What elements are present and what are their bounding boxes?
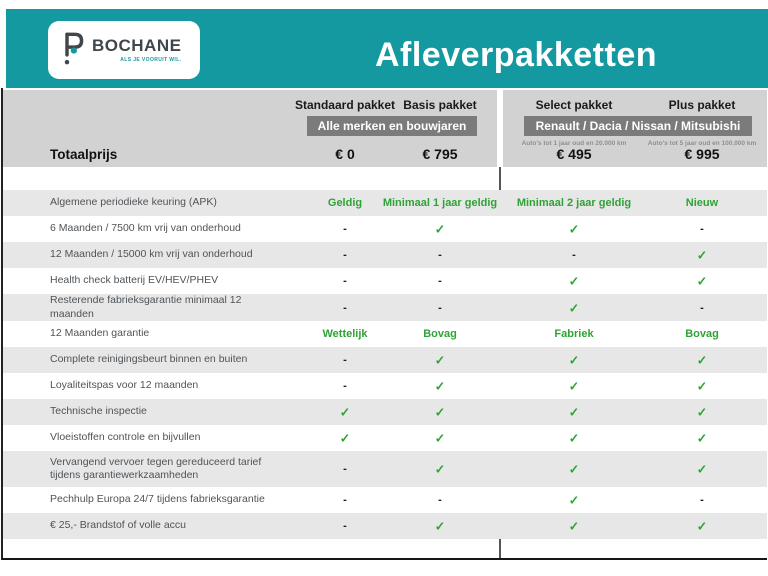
value-standaard: - <box>343 249 347 261</box>
feature-label: Technische inspectie <box>50 405 147 418</box>
caption-plus: Auto's tot 5 jaar oud en 100.000 km <box>647 140 757 147</box>
feature-label: 12 Maanden / 15000 km vrij van onderhoud <box>50 248 253 261</box>
value-basis: ✓ <box>434 222 446 237</box>
brand-tagline: ALS JE VOORUIT WIL. <box>120 57 182 63</box>
value-plus: Nieuw <box>685 197 719 209</box>
brand-logo <box>48 21 200 79</box>
value-plus: ✓ <box>696 353 708 368</box>
value-basis: - <box>438 275 442 287</box>
feature-rows <box>3 190 767 539</box>
value-plus: ✓ <box>696 431 708 446</box>
value-select: ✓ <box>568 301 580 316</box>
table-row <box>3 451 767 487</box>
table-row <box>3 216 767 242</box>
total-price-label: Totaalprijs <box>50 147 118 162</box>
value-basis: ✓ <box>434 519 446 534</box>
value-standaard: ✓ <box>339 431 351 446</box>
price-select: € 495 <box>556 146 592 162</box>
value-select: ✓ <box>568 519 580 534</box>
value-standaard: - <box>343 463 347 476</box>
table-row <box>3 294 767 321</box>
value-standaard: - <box>343 223 347 235</box>
table-row <box>3 425 767 451</box>
value-plus: Bovag <box>685 328 719 341</box>
value-plus: ✓ <box>696 274 708 289</box>
value-select: ✓ <box>568 431 580 446</box>
caption-select: Auto's tot 1 jaar oud en 20.000 km <box>521 140 627 147</box>
value-select: ✓ <box>568 222 580 237</box>
value-basis: ✓ <box>434 431 446 446</box>
table-row <box>3 242 767 268</box>
table-row <box>3 347 767 373</box>
value-basis: - <box>438 249 442 261</box>
value-plus: ✓ <box>696 462 708 477</box>
column-header-select: Select pakket <box>535 98 613 112</box>
column-header-plus: Plus pakket <box>668 98 736 112</box>
value-plus: - <box>700 301 704 314</box>
feature-label: Resterende fabrieksgarantie minimaal 12 maanden <box>50 294 242 320</box>
table-row <box>3 487 767 513</box>
value-basis: - <box>438 301 442 314</box>
brand-text <box>92 37 181 63</box>
value-select: ✓ <box>568 353 580 368</box>
price-basis: € 795 <box>422 146 458 162</box>
page-title: Afleverpakketten <box>374 36 657 74</box>
value-plus: ✓ <box>696 379 708 394</box>
brands-badge-left: Alle merken en bouwjaren <box>307 116 477 136</box>
bochane-icon <box>60 30 86 71</box>
value-plus: ✓ <box>696 248 708 263</box>
value-plus: - <box>700 223 704 235</box>
table-row <box>3 399 767 425</box>
feature-label: Vloeistoffen controle en bijvullen <box>50 431 201 444</box>
value-basis: ✓ <box>434 379 446 394</box>
brand-name: BOCHANE <box>92 36 182 55</box>
table-row <box>3 373 767 399</box>
column-header-basis: Basis pakket <box>403 98 477 112</box>
table-row <box>3 190 767 216</box>
value-standaard: - <box>343 380 347 393</box>
value-select: Fabriek <box>554 328 594 341</box>
value-plus: ✓ <box>696 519 708 534</box>
value-select: ✓ <box>568 462 580 477</box>
value-basis: Minimaal 1 jaar geldig <box>382 197 498 209</box>
price-plus: € 995 <box>684 146 720 162</box>
value-standaard: - <box>343 301 347 314</box>
value-select: ✓ <box>568 405 580 420</box>
column-header-standaard: Standaard pakket <box>294 98 396 112</box>
feature-label: Vervangend vervoer tegen gereduceerd tarief tijdens garantiewerkzaamheden <box>50 455 262 482</box>
table-row <box>3 513 767 539</box>
value-standaard: - <box>343 275 347 287</box>
value-select: ✓ <box>568 379 580 394</box>
value-standaard: Wettelijk <box>322 328 368 341</box>
feature-label: Algemene periodieke keuring (APK) <box>50 196 217 209</box>
feature-label: Loyaliteitspas voor 12 maanden <box>50 379 199 392</box>
value-basis: ✓ <box>434 405 446 420</box>
value-basis: Bovag <box>423 328 457 341</box>
value-select: ✓ <box>568 493 580 508</box>
value-standaard: - <box>343 354 347 367</box>
value-select: - <box>572 249 576 261</box>
feature-label: Health check batterij EV/HEV/PHEV <box>50 274 219 287</box>
brands-badge-right: Renault / Dacia / Nissan / Mitsubishi <box>524 116 752 136</box>
table-row <box>3 268 767 294</box>
value-standaard: - <box>343 520 347 533</box>
header-bar <box>6 9 768 88</box>
feature-label: Complete reinigingsbeurt binnen en buiten <box>50 353 248 366</box>
value-standaard: - <box>343 494 347 507</box>
value-select: ✓ <box>568 274 580 289</box>
feature-label: Pechhulp Europa 24/7 tijdens fabrieksgarantie <box>50 493 265 506</box>
table-row <box>3 321 767 347</box>
feature-label: 6 Maanden / 7500 km vrij van onderhoud <box>50 222 241 235</box>
value-basis: ✓ <box>434 353 446 368</box>
price-standaard: € 0 <box>335 146 355 162</box>
value-plus: ✓ <box>696 405 708 420</box>
value-standaard: ✓ <box>339 405 351 420</box>
package-table <box>1 88 767 560</box>
feature-label: € 25,- Brandstof of volle accu <box>50 519 186 532</box>
value-select: Minimaal 2 jaar geldig <box>516 197 632 209</box>
value-plus: - <box>700 494 704 507</box>
value-basis: ✓ <box>434 462 446 477</box>
value-standaard: Geldig <box>327 197 363 209</box>
feature-label: 12 Maanden garantie <box>50 327 150 340</box>
value-basis: - <box>438 494 442 507</box>
